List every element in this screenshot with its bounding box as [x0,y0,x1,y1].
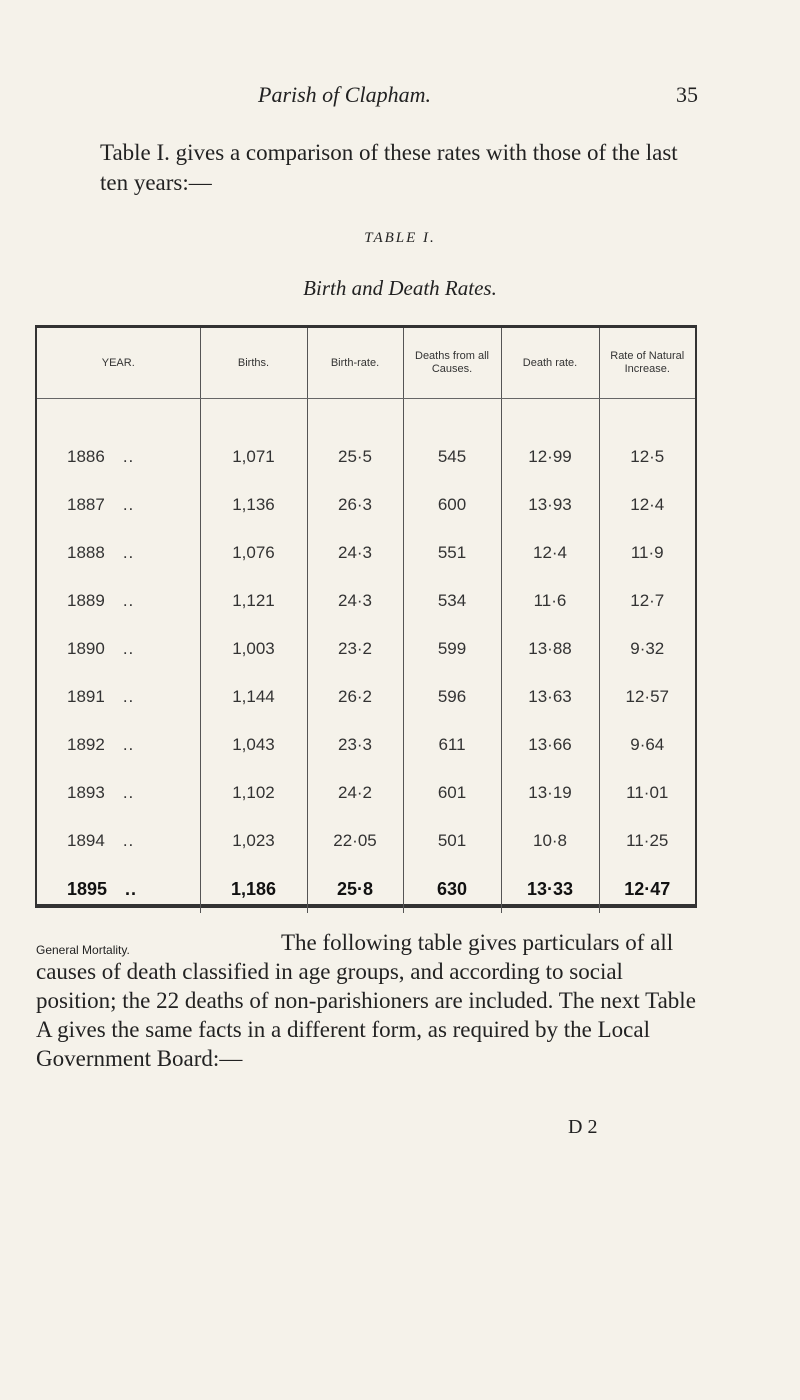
leader-dots: .. [122,831,135,850]
leader-dots: .. [122,543,135,562]
intro-paragraph: Table I. gives a comparison of these rates with those of the last ten years:— [100,140,678,195]
cell-deaths: 630 [403,865,501,913]
table-header-row [37,328,695,399]
cell-births: 1,136 [200,481,307,529]
cell-natural-increase: 11·25 [626,831,669,850]
cell-death-rate: 13·19 [501,769,599,817]
cell-birth-rate: 24·2 [307,769,403,817]
table-label: TABLE I. [364,230,436,246]
table-row [37,769,695,817]
cell-natural-increase: 12·47 [624,878,671,899]
cell-birth-rate: 26·2 [307,673,403,721]
cell-year: 1889 [67,591,105,610]
cell-birth-rate: 24·3 [307,577,403,625]
cell-year: 1892 [67,735,105,754]
cell-year: 1887 [67,495,105,514]
leader-dots: .. [122,735,135,754]
page-header [0,82,800,112]
cell-death-rate: 13·93 [501,481,599,529]
cell-death-rate: 12·4 [501,529,599,577]
cell-births: 1,186 [200,865,307,913]
cell-year: 1886 [67,447,105,466]
col-header-year: YEAR. [37,328,200,399]
cell-births: 1,071 [200,433,307,481]
cell-deaths: 601 [403,769,501,817]
cell-year: 1894 [67,831,105,850]
general-mortality-paragraph [36,928,696,1073]
page-number: 35 [676,82,698,107]
cell-births: 1,043 [200,721,307,769]
cell-death-rate: 13·66 [501,721,599,769]
cell-birth-rate: 23·3 [307,721,403,769]
col-header-death-rate: Death rate. [501,328,599,399]
cell-natural-increase: 12·4 [630,495,665,514]
leader-dots: .. [122,783,135,802]
side-note: General Mortality. [36,943,130,957]
paragraph-text: The following table gives particulars of all causes of death classified in age groups, and according to social position; the 22 deaths of non-parishioners are included. The next Table A gives the same facts in a different form, as required by the Local Government Board:— [36,930,696,1071]
cell-deaths: 611 [403,721,501,769]
cell-births: 1,102 [200,769,307,817]
cell-year: 1893 [67,783,105,802]
cell-year: 1891 [67,687,105,706]
table-row [37,625,695,673]
cell-birth-rate: 25·8 [307,865,403,913]
table-spacer [37,399,695,434]
cell-deaths: 599 [403,625,501,673]
cell-births: 1,003 [200,625,307,673]
cell-deaths: 501 [403,817,501,865]
table-caption: Birth and Death Rates. [303,276,497,300]
leader-dots: .. [122,591,135,610]
cell-birth-rate: 25·5 [307,433,403,481]
table-row [37,865,695,913]
table-row [37,481,695,529]
cell-deaths: 596 [403,673,501,721]
rates-table [35,325,697,908]
col-header-natural-increase: Rate of Natural Increase. [599,328,695,399]
col-header-births: Births. [200,328,307,399]
cell-death-rate: 12·99 [501,433,599,481]
cell-births: 1,121 [200,577,307,625]
cell-deaths: 545 [403,433,501,481]
table-row [37,721,695,769]
signature-mark: D 2 [568,1116,598,1138]
cell-death-rate: 10·8 [501,817,599,865]
cell-birth-rate: 23·2 [307,625,403,673]
running-title: Parish of Clapham. [258,82,431,107]
cell-death-rate: 13·63 [501,673,599,721]
leader-dots: .. [125,878,138,899]
col-header-deaths: Deaths from all Causes. [403,328,501,399]
table-row [37,529,695,577]
cell-death-rate: 13·88 [501,625,599,673]
cell-births: 1,023 [200,817,307,865]
table-row [37,817,695,865]
cell-death-rate: 13·33 [501,865,599,913]
cell-birth-rate: 24·3 [307,529,403,577]
cell-natural-increase: 12·57 [625,687,669,706]
leader-dots: .. [122,495,135,514]
table-row [37,673,695,721]
cell-natural-increase: 9·64 [630,735,665,754]
cell-deaths: 551 [403,529,501,577]
cell-natural-increase: 12·7 [630,591,665,610]
leader-dots: .. [122,447,135,466]
leader-dots: .. [122,639,135,658]
table-row [37,577,695,625]
cell-birth-rate: 22·05 [307,817,403,865]
table-row [37,433,695,481]
cell-deaths: 600 [403,481,501,529]
cell-year: 1890 [67,639,105,658]
cell-births: 1,076 [200,529,307,577]
cell-births: 1,144 [200,673,307,721]
cell-natural-increase: 11·9 [630,543,664,562]
leader-dots: .. [122,687,135,706]
cell-birth-rate: 26·3 [307,481,403,529]
cell-death-rate: 11·6 [501,577,599,625]
cell-natural-increase: 12·5 [630,447,665,466]
cell-year: 1895 [67,878,108,899]
cell-natural-increase: 9·32 [630,639,665,658]
cell-natural-increase: 11·01 [626,783,669,802]
col-header-birth-rate: Birth-rate. [307,328,403,399]
cell-deaths: 534 [403,577,501,625]
cell-year: 1888 [67,543,105,562]
